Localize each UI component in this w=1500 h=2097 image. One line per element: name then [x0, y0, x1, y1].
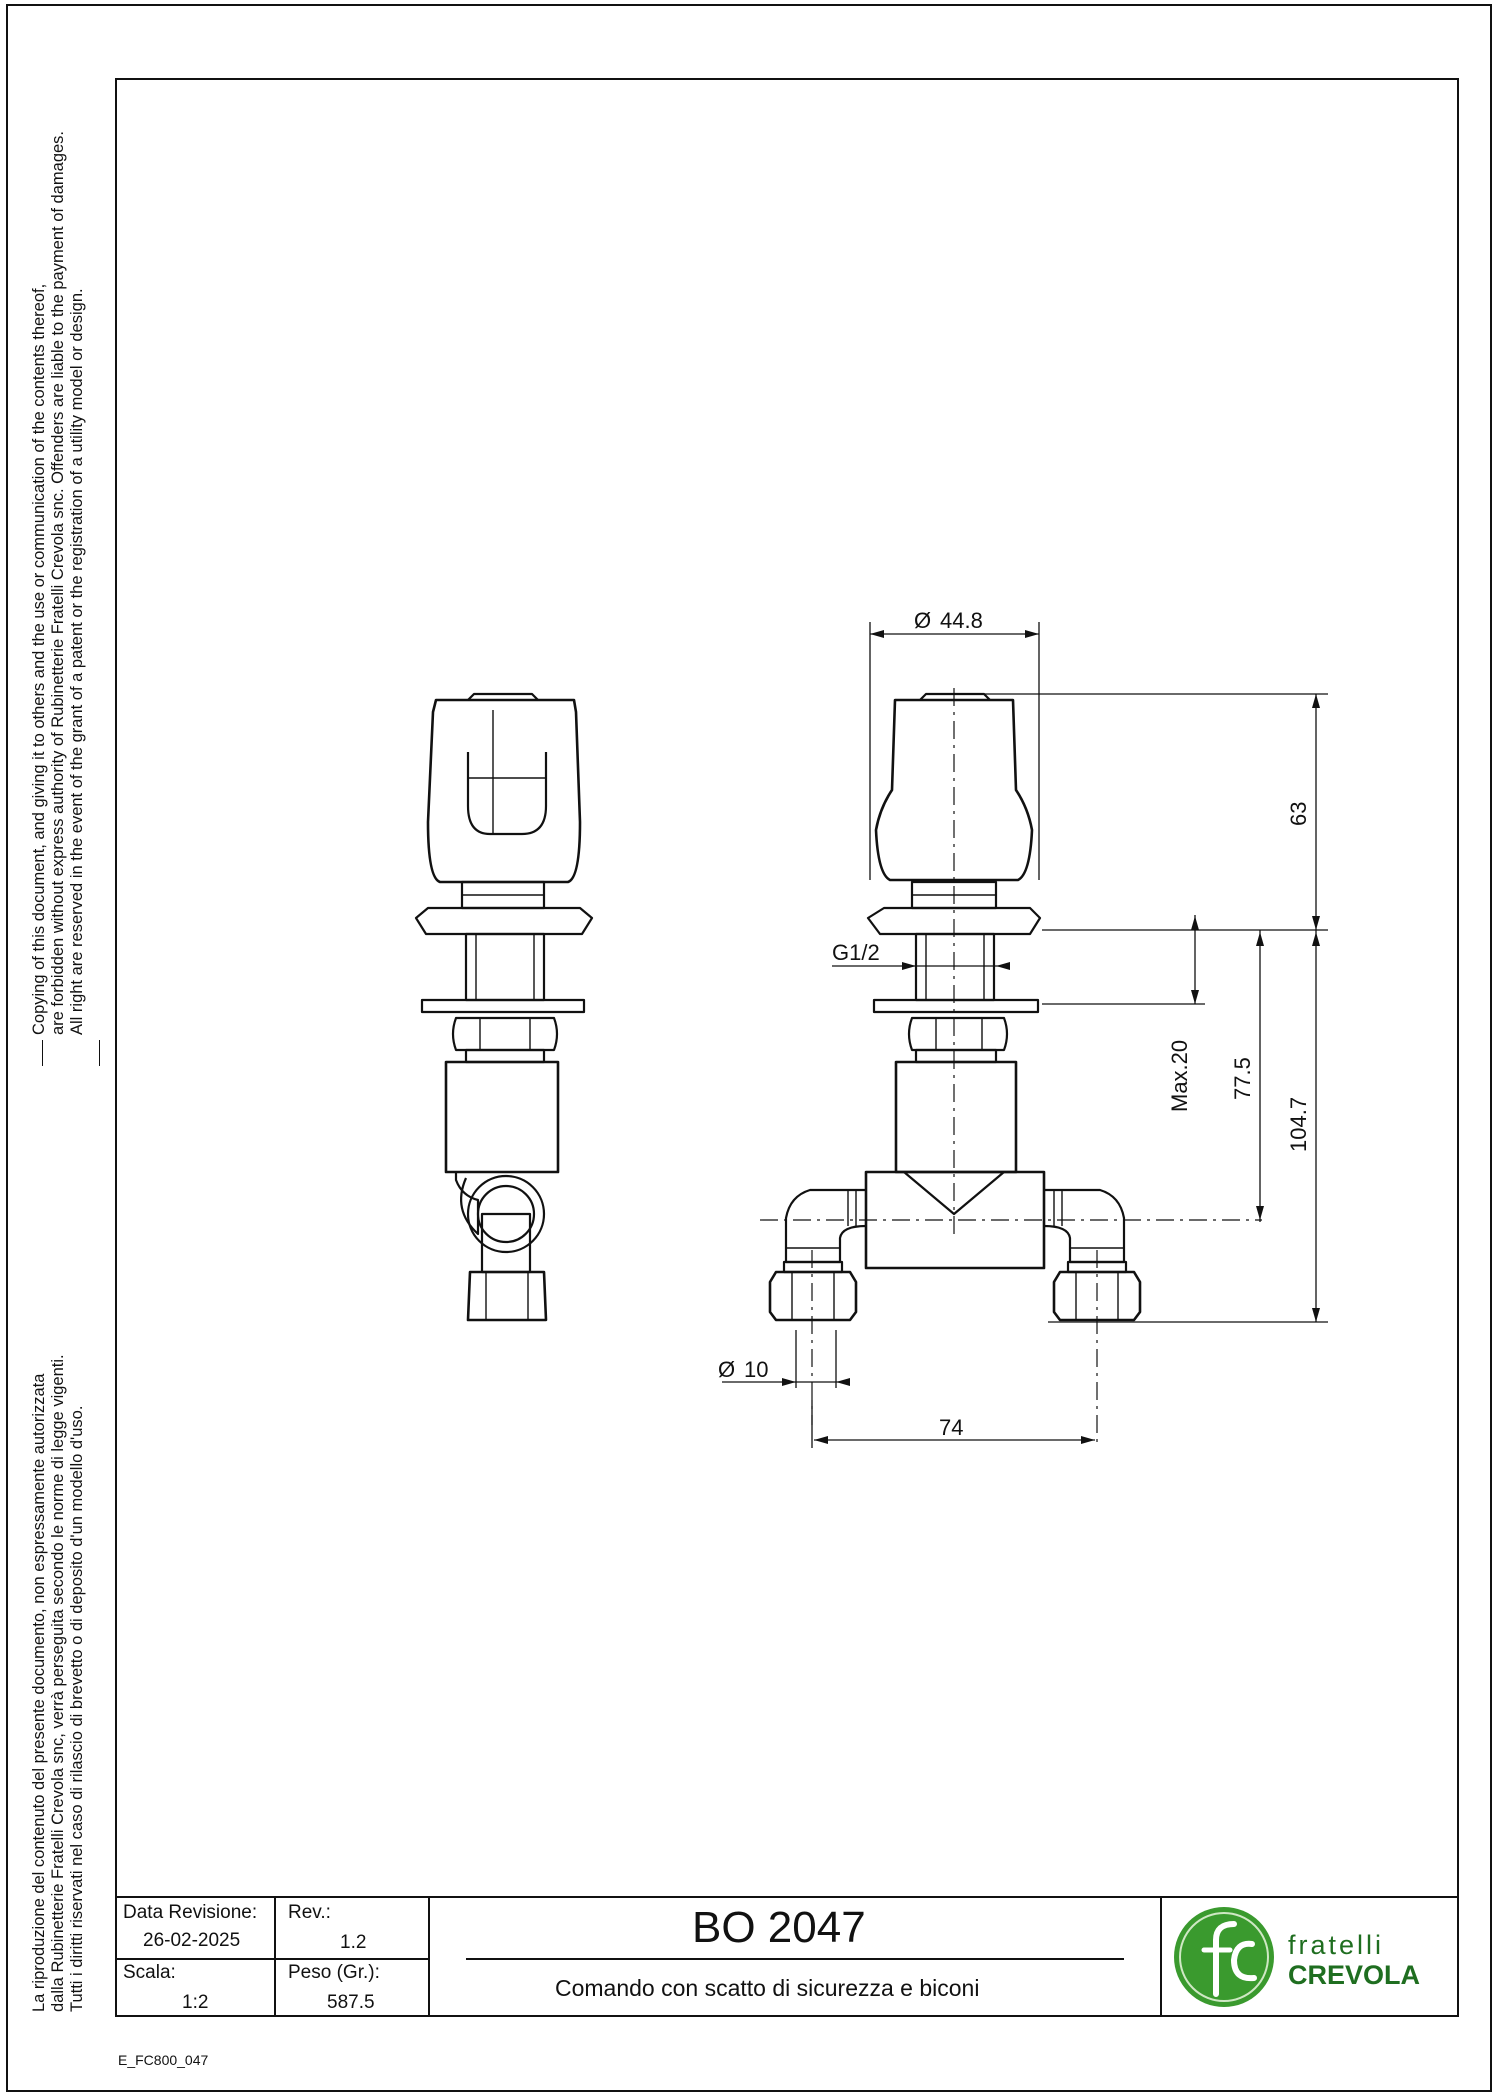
product-code: BO 2047: [692, 1903, 866, 1952]
front-view-left-nut: [770, 1272, 856, 1320]
front-view-nut: [909, 1018, 1007, 1050]
dim-diameter-pipe: 10: [744, 1357, 769, 1382]
logo-circle: [1174, 1907, 1274, 2007]
front-view-left-elbow: [786, 1190, 866, 1262]
legal-notice-it-line-2: dalla Rubinetterie Fratelli Crevola snc, verrà perseguita secondo le norme di legge vigenti.: [49, 1354, 67, 2012]
rev-value: 1.2: [340, 1932, 367, 1953]
side-view-grip: [468, 752, 546, 834]
rev-label: Rev.:: [288, 1902, 331, 1923]
legal-notice-it-line-1: La riproduzione del contenuto del presente documento, non espressamente autorizzata: [30, 1373, 48, 2012]
side-view-handle: [428, 700, 580, 882]
title-block-divider-3: [1160, 1896, 1162, 2017]
dim-height-to-axis: 77.5: [1230, 1057, 1255, 1100]
dim-diameter-symbol-pipe: Ø: [718, 1357, 736, 1382]
dim-total-height: 104.7: [1286, 1096, 1311, 1152]
title-block-code-underline: [466, 1958, 1124, 1960]
scale-value: 1:2: [182, 1992, 209, 2013]
front-view: [770, 694, 1140, 1320]
front-view-plate: [874, 1000, 1038, 1012]
side-view-elbow: [456, 1172, 478, 1234]
dim-thread: G1/2: [832, 940, 880, 965]
side-view-nut: [453, 1018, 557, 1050]
side-view-bottom-nut: [468, 1272, 546, 1320]
product-description: Comando con scatto di sicurezza e biconi: [555, 1975, 980, 2001]
logo-text-bottom: CREVOLA: [1288, 1960, 1421, 1990]
title-block-divider-1: [274, 1896, 276, 2017]
dim-max-thickness: Max.20: [1167, 1039, 1192, 1112]
document-id: E_FC800_047: [118, 2052, 209, 2068]
title-block-divider-2: [428, 1896, 430, 2017]
side-view-rosette: [416, 908, 592, 934]
legal-notice-en-line-1: Copying of this document, and giving it to others and the use or communication of the contents thereof,: [30, 283, 48, 1035]
title-block-mid-line: [115, 1958, 428, 1960]
dim-handle-height: 63: [1286, 801, 1311, 826]
company-logo: [1172, 1902, 1452, 2012]
legal-notice-en-line-2: are forbidden without express authority of Rubinetterie Fratelli Crevola snc. Offenders are liable to the payment of damages.: [49, 130, 67, 1035]
side-view-body: [446, 1062, 558, 1172]
legal-notice-it-line-3: Tutti i diritti riservati nel caso di rilascio di brevetto o di deposito d'un modello d'uso.: [68, 1405, 86, 2012]
revision-date: 26-02-2025: [143, 1930, 241, 1951]
side-view-plate: [422, 1000, 584, 1012]
weight-label: Peso (Gr.):: [288, 1962, 380, 1983]
scale-label: Scala:: [123, 1962, 176, 1983]
revision-date-label: Data Revisione:: [123, 1902, 258, 1923]
title-block-top-line: [115, 1896, 1459, 1898]
legal-notice-en-line-3: All right are reserved in the event of the grant of a patent or the registration of a utility model or design.: [68, 288, 86, 1035]
dim-diameter-top: 44.8: [940, 608, 983, 633]
side-view: [416, 694, 592, 1320]
logo-text-top: fratelli: [1288, 1930, 1385, 1960]
front-view-right-elbow: [1044, 1190, 1124, 1262]
dimension-lines: [722, 622, 1328, 1448]
dim-diameter-symbol-top: Ø: [914, 608, 932, 633]
weight-value: 587.5: [327, 1992, 375, 2013]
dim-pipe-spacing: 74: [939, 1415, 964, 1440]
